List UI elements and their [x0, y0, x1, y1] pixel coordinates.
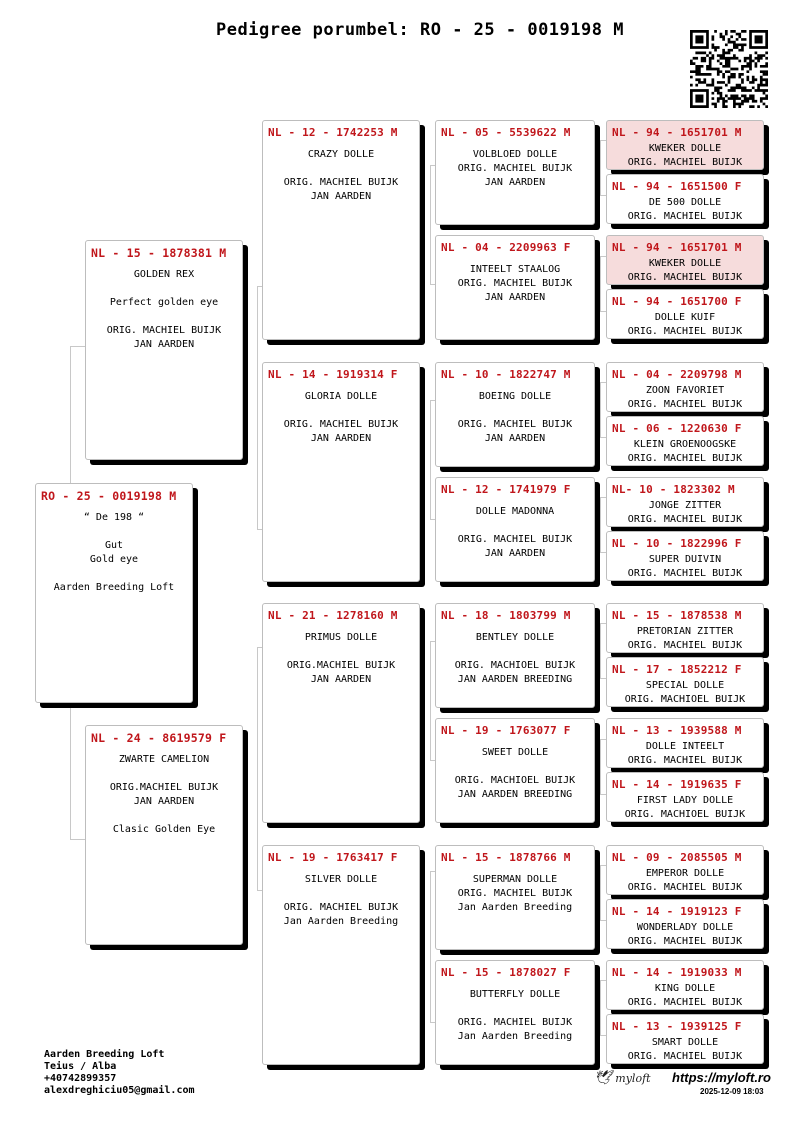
- phone-number: +40742899357: [44, 1073, 117, 1084]
- great-grandparent-card[interactable]: [435, 362, 595, 467]
- ring-number: NL - 94 - 1651700 F: [612, 295, 742, 308]
- ring-number: NL - 12 - 1741979 F: [441, 483, 571, 496]
- gen4-card[interactable]: [606, 531, 764, 581]
- subject-card[interactable]: [35, 483, 193, 703]
- card-details: KWEKER DOLLE ORIG. MACHIEL BUIJK: [627, 143, 743, 168]
- pigeon-logo-icon: 🕊: [594, 1070, 612, 1086]
- great-grandparent-card[interactable]: [435, 845, 595, 950]
- ring-number: NL - 94 - 1651701 M: [612, 241, 742, 254]
- gen4-card[interactable]: [606, 477, 764, 527]
- loft-location: Teius / Alba: [44, 1061, 117, 1072]
- brand-logo: [594, 1070, 651, 1086]
- card-details: KING DOLLE ORIG. MACHIEL BUIJK: [627, 983, 743, 1008]
- card-details: BOEING DOLLE ORIG. MACHIEL BUIJK JAN AARDEN: [457, 391, 573, 444]
- card-details: DOLLE KUIF ORIG. MACHIEL BUIJK: [627, 312, 743, 337]
- page-title: Pedigree porumbel: RO - 25 - 0019198 M: [216, 20, 624, 40]
- grandparent-card[interactable]: [262, 120, 420, 340]
- qr-code-icon: [690, 30, 768, 108]
- card-details: VOLBLOED DOLLE ORIG. MACHIEL BUIJK JAN AARDEN: [457, 149, 573, 188]
- card-details: ZWARTE CAMELION ORIG.MACHIEL BUIJK JAN AARDEN Clasic Golden Eye: [109, 754, 219, 835]
- ring-number: NL - 10 - 1822996 F: [612, 537, 742, 550]
- brand-name: myloft: [615, 1072, 651, 1085]
- card-details: DOLLE INTEELT ORIG. MACHIEL BUIJK: [627, 741, 743, 766]
- ring-number: NL - 15 - 1878027 F: [441, 966, 571, 979]
- gen4-card[interactable]: [606, 289, 764, 339]
- ring-number: NL - 15 - 1878766 M: [441, 851, 571, 864]
- card-details: CRAZY DOLLE ORIG. MACHIEL BUIJK JAN AARDEN: [283, 149, 399, 202]
- ring-number: NL - 14 - 1919033 M: [612, 966, 742, 979]
- card-details: GOLDEN REX Perfect golden eye ORIG. MACHIEL BUIJK JAN AARDEN: [106, 269, 222, 350]
- ring-number: NL - 05 - 5539622 M: [441, 126, 571, 139]
- loft-name: Aarden Breeding Loft: [44, 1049, 165, 1060]
- gen4-card[interactable]: [606, 120, 764, 170]
- great-grandparent-card[interactable]: [435, 120, 595, 225]
- gen4-card[interactable]: [606, 362, 764, 412]
- card-details: KLEIN GROENOOGSKE ORIG. MACHIEL BUIJK: [627, 439, 743, 464]
- mother-card[interactable]: [85, 725, 243, 945]
- gen4-card[interactable]: [606, 772, 764, 822]
- ring-number: NL - 04 - 2209798 M: [612, 368, 742, 381]
- ring-number: NL - 17 - 1852212 F: [612, 663, 742, 676]
- gen4-card[interactable]: [606, 416, 764, 466]
- card-details: PRIMUS DOLLE ORIG.MACHIEL BUIJK JAN AARDEN: [286, 632, 396, 685]
- website-link[interactable]: https://myloft.ro: [672, 1070, 771, 1085]
- email-address: alexdreghiciu05@gmail.com: [44, 1085, 195, 1096]
- gen4-card[interactable]: [606, 845, 764, 895]
- ring-number: NL - 19 - 1763077 F: [441, 724, 571, 737]
- ring-number: NL - 13 - 1939588 M: [612, 724, 742, 737]
- card-details: EMPEROR DOLLE ORIG. MACHIEL BUIJK: [627, 868, 743, 893]
- card-details: JONGE ZITTER ORIG. MACHIEL BUIJK: [627, 500, 743, 525]
- grandparent-card[interactable]: [262, 362, 420, 582]
- gen4-card[interactable]: [606, 657, 764, 707]
- ring-number: NL - 15 - 1878538 M: [612, 609, 742, 622]
- card-details: PRETORIAN ZITTER ORIG. MACHIEL BUIJK: [627, 626, 743, 651]
- card-details: GLORIA DOLLE ORIG. MACHIEL BUIJK JAN AARDEN: [283, 391, 399, 444]
- card-details: ZOON FAVORIET ORIG. MACHIEL BUIJK: [627, 385, 743, 410]
- card-details: SMART DOLLE ORIG. MACHIEL BUIJK: [627, 1037, 743, 1062]
- ring-number: NL - 09 - 2085505 M: [612, 851, 742, 864]
- ring-number: NL - 94 - 1651500 F: [612, 180, 742, 193]
- gen4-card[interactable]: [606, 603, 764, 653]
- card-details: KWEKER DOLLE ORIG. MACHIEL BUIJK: [627, 258, 743, 283]
- ring-number: NL - 12 - 1742253 M: [268, 126, 398, 139]
- great-grandparent-card[interactable]: [435, 960, 595, 1065]
- card-details: SUPER DUIVIN ORIG. MACHIEL BUIJK: [627, 554, 743, 579]
- card-details: SPECIAL DOLLE ORIG. MACHIOEL BUIJK: [624, 680, 746, 705]
- ring-number: NL - 13 - 1939125 F: [612, 1020, 742, 1033]
- great-grandparent-card[interactable]: [435, 235, 595, 340]
- ring-number: NL- 10 - 1823302 M: [612, 483, 735, 496]
- card-details: SWEET DOLLE ORIG. MACHIOEL BUIJK JAN AARDEN BREEDING: [454, 747, 576, 800]
- ring-number: NL - 14 - 1919635 F: [612, 778, 742, 791]
- ring-number: NL - 21 - 1278160 M: [268, 609, 398, 622]
- ring-number: NL - 04 - 2209963 F: [441, 241, 571, 254]
- father-card[interactable]: [85, 240, 243, 460]
- ring-number: NL - 18 - 1803799 M: [441, 609, 571, 622]
- card-details: BUTTERFLY DOLLE ORIG. MACHIEL BUIJK Jan Aarden Breeding: [457, 989, 573, 1042]
- grandparent-card[interactable]: [262, 845, 420, 1065]
- card-details: SILVER DOLLE ORIG. MACHIEL BUIJK Jan Aarden Breeding: [283, 874, 399, 927]
- card-details: DOLLE MADONNA ORIG. MACHIEL BUIJK JAN AARDEN: [457, 506, 573, 559]
- ring-number: NL - 19 - 1763417 F: [268, 851, 398, 864]
- ring-number: RO - 25 - 0019198 M: [41, 489, 177, 503]
- ring-number: NL - 06 - 1220630 F: [612, 422, 742, 435]
- card-details: FIRST LADY DOLLE ORIG. MACHIOEL BUIJK: [624, 795, 746, 820]
- grandparent-card[interactable]: [262, 603, 420, 823]
- great-grandparent-card[interactable]: [435, 718, 595, 823]
- gen4-card[interactable]: [606, 235, 764, 285]
- card-details: INTEELT STAALOG ORIG. MACHIEL BUIJK JAN AARDEN: [457, 264, 573, 303]
- contact-info: [44, 1049, 195, 1097]
- card-details: BENTLEY DOLLE ORIG. MACHIOEL BUIJK JAN AARDEN BREEDING: [454, 632, 576, 685]
- ring-number: NL - 14 - 1919123 F: [612, 905, 742, 918]
- ring-number: NL - 10 - 1822747 M: [441, 368, 571, 381]
- card-details: WONDERLADY DOLLE ORIG. MACHIEL BUIJK: [627, 922, 743, 947]
- gen4-card[interactable]: [606, 174, 764, 224]
- ring-number: NL - 14 - 1919314 F: [268, 368, 398, 381]
- card-details: DE 500 DOLLE ORIG. MACHIEL BUIJK: [627, 197, 743, 222]
- gen4-card[interactable]: [606, 960, 764, 1010]
- ring-number: NL - 94 - 1651701 M: [612, 126, 742, 139]
- ring-number: NL - 15 - 1878381 M: [91, 246, 227, 260]
- great-grandparent-card[interactable]: [435, 477, 595, 582]
- gen4-card[interactable]: [606, 899, 764, 949]
- ring-number: NL - 24 - 8619579 F: [91, 731, 227, 745]
- gen4-card[interactable]: [606, 1014, 764, 1064]
- card-details: “ De 198 “ Gut Gold eye Aarden Breeding Loft: [53, 512, 175, 593]
- great-grandparent-card[interactable]: [435, 603, 595, 708]
- card-details: SUPERMAN DOLLE ORIG. MACHIEL BUIJK Jan Aarden Breeding: [457, 874, 573, 913]
- gen4-card[interactable]: [606, 718, 764, 768]
- generated-timestamp: 2025-12-09 18:03: [700, 1087, 764, 1096]
